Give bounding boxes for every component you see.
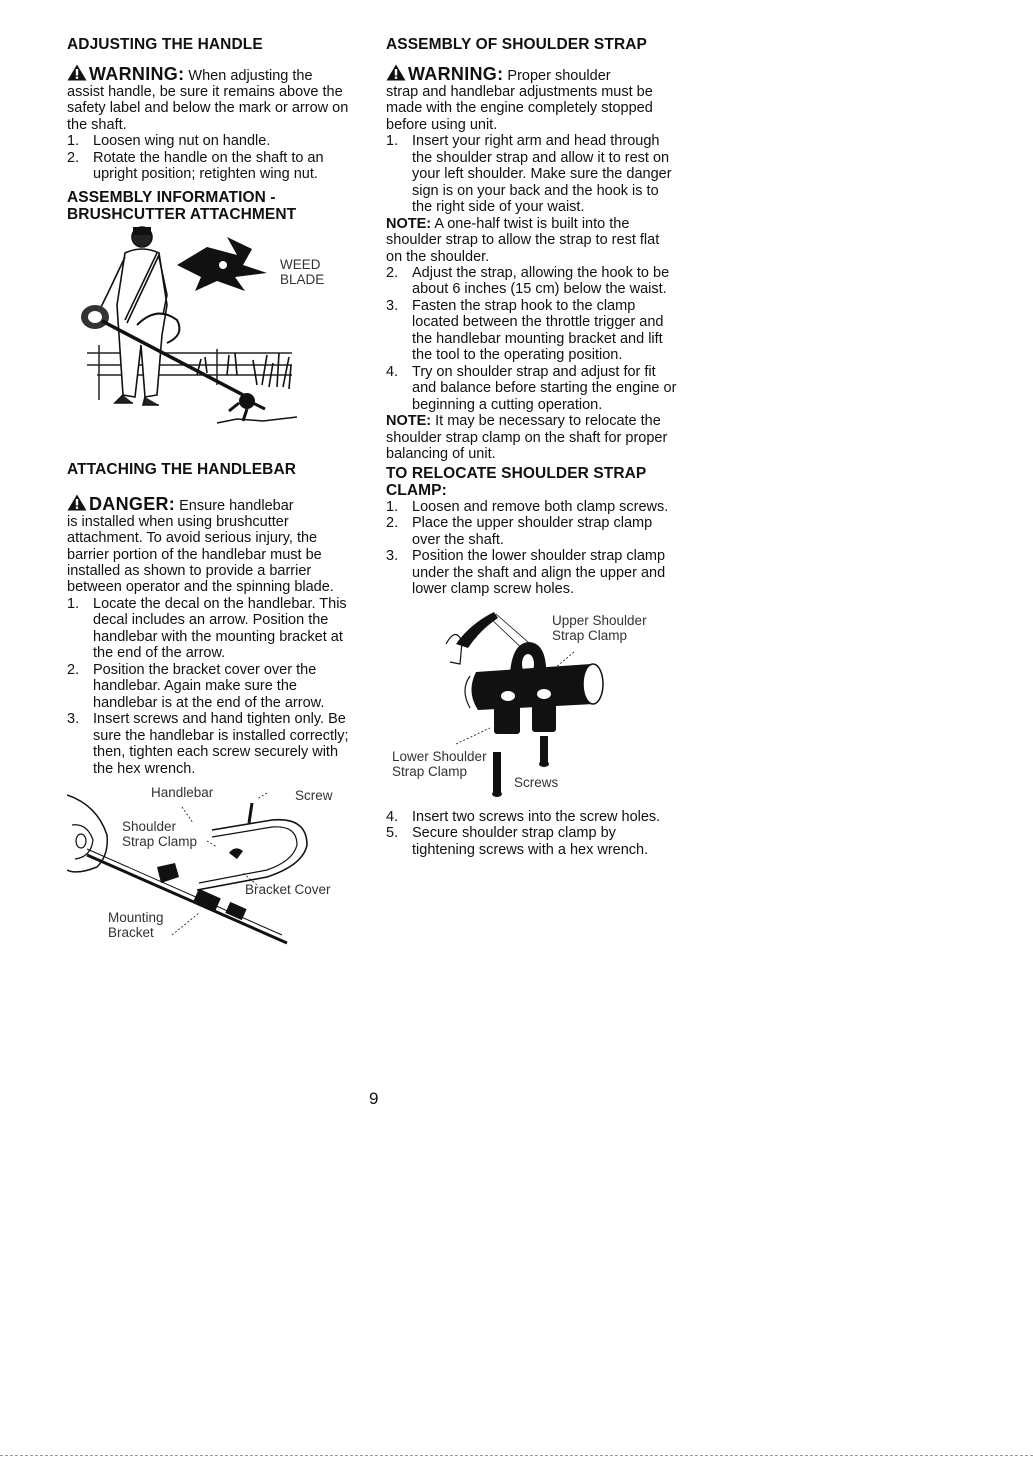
lower-clamp-label-line2: Strap Clamp — [392, 763, 468, 779]
list-item: 2. Position the bracket cover over the handlebar. Again make sure the handlebar is at the end of the arrow. — [67, 661, 325, 711]
warning-body: assist handle, be sure it remains above the safety label and below the mark or arrow on the shaft. — [67, 84, 349, 133]
shoulder-strap-step-1 — [386, 133, 678, 216]
danger-body: is installed when using brushcutter attachment. To avoid serious injury, the barrier portion of the handlebar must be installed as shown to provide a barrier between operator and the spinning blade. — [67, 513, 334, 596]
heading-relocate-clamp: TO RELOCATE SHOULDER STRAP CLAMP: — [386, 464, 647, 499]
list-item: 3. Insert screws and hand tighten only. Be sure the handlebar is installed correctly; then, tighten each screw securely with the hex wrench. — [67, 711, 349, 777]
warning-triangle-icon — [67, 494, 87, 511]
warning-lead: Proper shoulder — [507, 68, 611, 84]
danger-attaching-handlebar — [67, 494, 357, 514]
lower-clamp-label-line1: Lower Shoulder — [392, 748, 487, 764]
warning-word: WARNING: — [408, 64, 504, 84]
warning-triangle-icon — [67, 64, 87, 81]
note-relocate-clamp: NOTE: It may be necessary to relocate the shoulder strap clamp on the shaft for proper balancing of unit. — [386, 413, 668, 463]
heading-adjusting-handle: ADJUSTING THE HANDLE — [67, 36, 263, 53]
shoulder-strap-clamp-label-line1: Shoulder — [122, 819, 177, 835]
shoulder-strap-clamp-label-line2: Strap Clamp — [122, 834, 198, 850]
warning-shoulder-strap — [386, 64, 678, 84]
screw-label: Screw — [295, 788, 333, 804]
adjust-handle-steps — [67, 133, 357, 183]
danger-lead: Ensure handlebar — [179, 497, 294, 514]
handlebar-label: Handlebar — [151, 785, 214, 801]
list-item: 3. Fasten the strap hook to the clamp located between the throttle trigger and the handlebar mounting bracket and lift the tool to the operating position. — [386, 297, 664, 364]
list-item: 4. Insert two screws into the screw holes. — [386, 808, 661, 825]
note-half-twist: NOTE: A one-half twist is built into the shoulder strap to allow the strap to rest flat on the shoulder. — [386, 215, 660, 265]
mounting-bracket-label-line2: Bracket — [108, 925, 154, 941]
page-number: 9 — [369, 1089, 379, 1108]
list-item: 1. Loosen wing nut on handle. — [67, 133, 271, 150]
list-item: 2. Rotate the handle on the shaft to an upright position; retighten wing nut. — [67, 149, 324, 183]
mounting-bracket-label-line1: Mounting — [108, 910, 164, 926]
warning-lead: When adjusting the — [188, 68, 313, 84]
list-item: 1. Loosen and remove both clamp screws. — [386, 498, 669, 515]
relocate-steps-after — [386, 809, 678, 859]
heading-attaching-handlebar: ATTACHING THE HANDLEBAR — [67, 460, 297, 478]
upper-clamp-label-line2: Strap Clamp — [552, 627, 628, 643]
screws-label: Screws — [514, 774, 559, 790]
shoulder-strap-steps-2-4 — [386, 265, 678, 414]
brushcutter-figure — [67, 225, 357, 445]
upper-clamp-label-line1: Upper Shoulder — [552, 612, 647, 628]
attach-handlebar-steps — [67, 596, 357, 778]
right-column — [386, 36, 678, 858]
list-item: 5. Secure shoulder strap clamp by tightening screws with a hex wrench. — [386, 825, 649, 858]
left-column — [67, 36, 357, 955]
handlebar-figure — [67, 785, 357, 955]
warning-adjust-handle — [67, 64, 357, 84]
warning-triangle-icon — [386, 64, 406, 81]
list-item: 2. Adjust the strap, allowing the hook to be about 6 inches (15 cm) below the waist. — [386, 264, 670, 298]
list-item: 4. Try on shoulder strap and adjust for fit and balance before starting the engine or beginning a cutting operation. — [386, 363, 677, 413]
warning-body: strap and handlebar adjustments must be made with the engine completely stopped before using unit. — [386, 84, 653, 133]
danger-word: DANGER: — [89, 493, 176, 514]
list-item: 3. Position the lower shoulder strap clamp under the shaft and align the upper and lower clamp screw holes. — [386, 548, 666, 598]
clamp-figure — [386, 604, 678, 807]
page-bottom-rule — [0, 1455, 1033, 1456]
list-item: 2. Place the upper shoulder strap clamp over the shaft. — [386, 515, 653, 548]
bracket-cover-label: Bracket Cover — [245, 882, 331, 898]
list-item: 1. Locate the decal on the handlebar. This decal includes an arrow. Position the handlebar with the mounting bracket at the end of the arrow. — [67, 595, 347, 662]
heading-assembly-shoulder-strap: ASSEMBLY OF SHOULDER STRAP — [386, 36, 647, 53]
heading-assembly-info: ASSEMBLY INFORMATION - BRUSHCUTTER ATTACHMENT — [67, 188, 297, 223]
list-item: 1. Insert your right arm and head through the shoulder strap and allow it to rest on your left shoulder. Make sure the danger sign is on your back and the hook is to the right side of your waist. — [386, 133, 672, 216]
warning-word: WARNING: — [89, 64, 185, 84]
weed-blade-label-line1: WEED — [280, 256, 321, 272]
weed-blade-label-line2: BLADE — [280, 271, 325, 287]
relocate-steps — [386, 499, 678, 598]
